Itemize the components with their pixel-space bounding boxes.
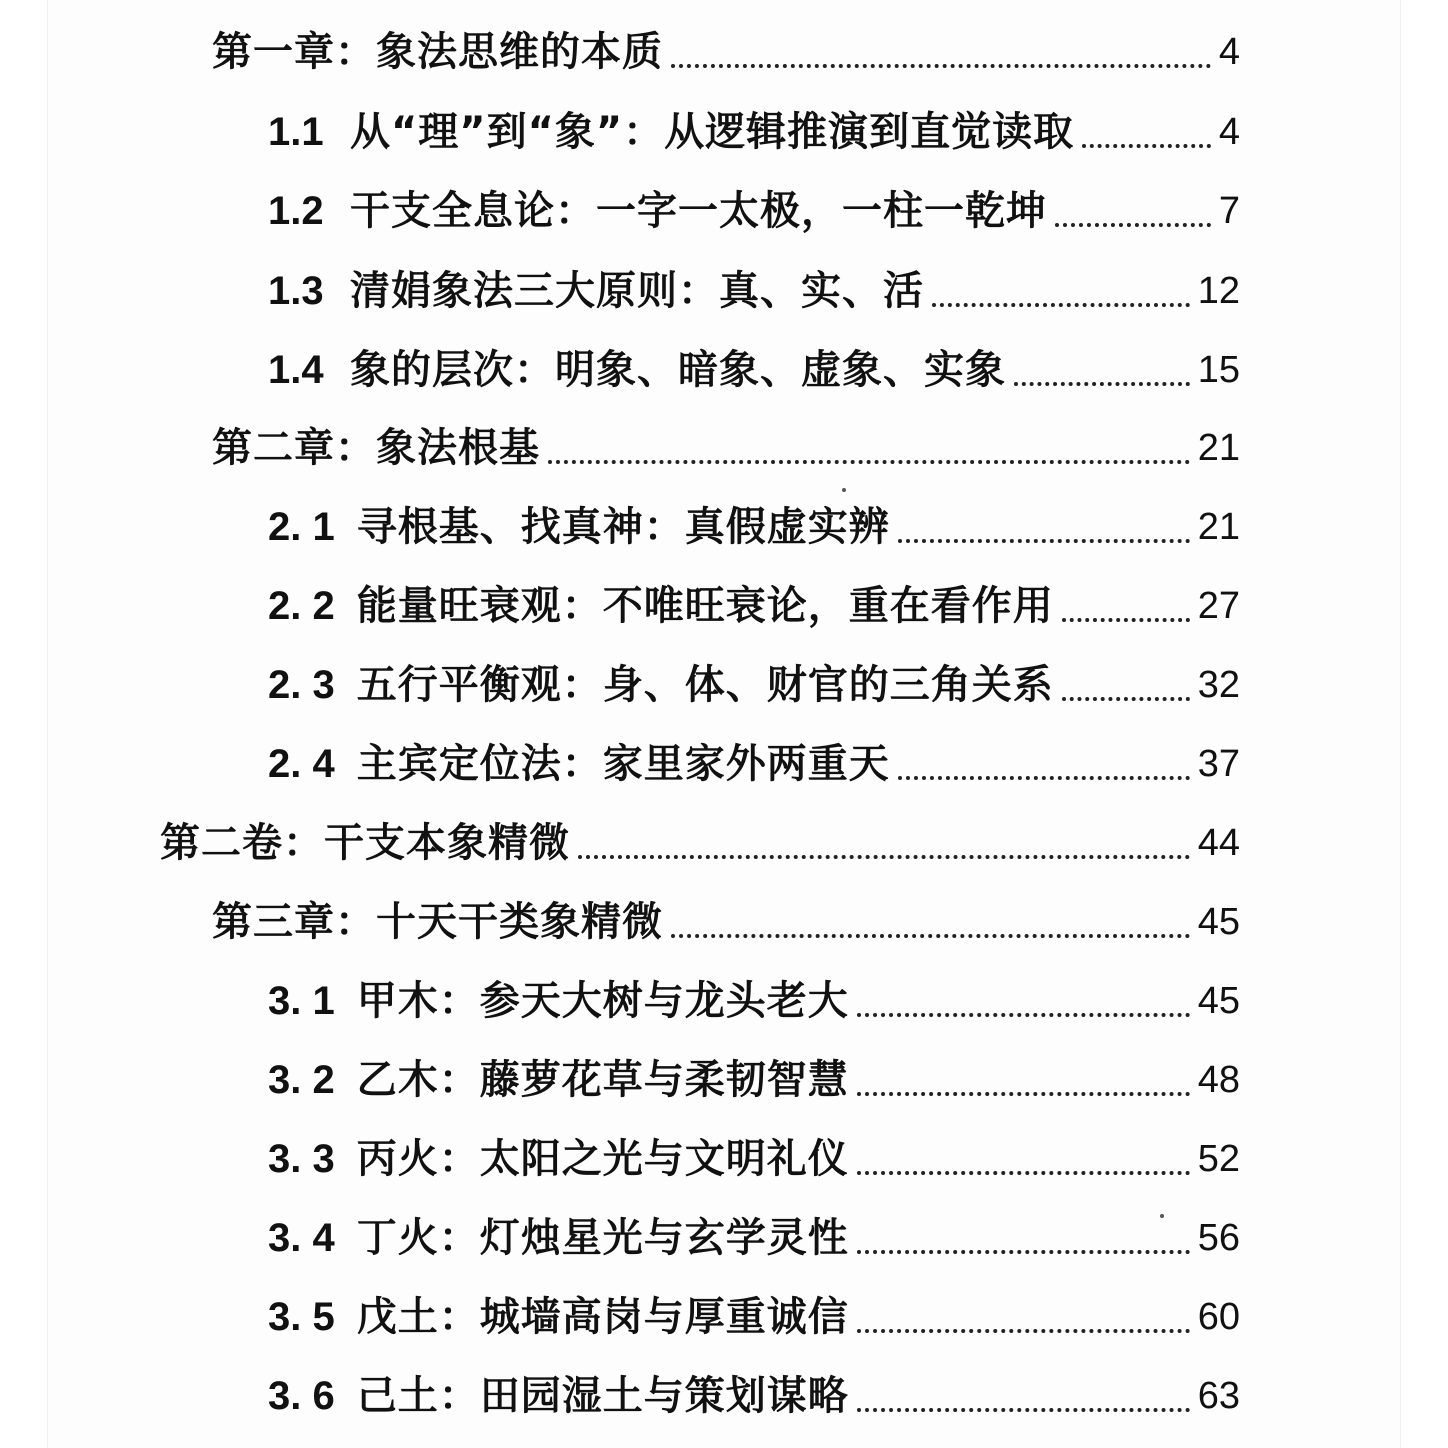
dot-leader — [857, 1329, 1190, 1333]
scan-speck — [1160, 1214, 1164, 1218]
toc-entry-number: 3. 6 — [268, 1374, 335, 1418]
toc-entry-page: 45 — [1197, 980, 1240, 1022]
toc-entry-chapter-3[interactable] — [212, 892, 1240, 952]
toc-entry-number: 1.1 — [268, 110, 324, 154]
dot-leader — [857, 1408, 1190, 1412]
toc-entry-title: 干支全息论：一字一太极，一柱一乾坤 — [350, 188, 1047, 234]
dot-leader — [898, 776, 1190, 780]
dot-leader — [1055, 223, 1211, 227]
toc-entry-section-2-4[interactable] — [268, 734, 1240, 794]
dot-leader — [1082, 144, 1211, 148]
toc-entry-section-2-3[interactable] — [268, 655, 1240, 715]
toc-entry-page: 63 — [1197, 1375, 1240, 1417]
toc-entry-page: 27 — [1197, 585, 1240, 627]
toc-entry-title: 丁火：灯烛星光与玄学灵性 — [356, 1215, 849, 1261]
toc-entry-number: 2. 1 — [268, 505, 335, 549]
toc-entry-section-2-1[interactable] — [268, 497, 1240, 557]
toc-entry-chapter-2[interactable] — [212, 418, 1240, 478]
toc-entry-page: 15 — [1197, 349, 1240, 391]
toc-entry-page: 45 — [1197, 901, 1240, 943]
toc-entry-page: 21 — [1197, 427, 1240, 469]
dot-leader — [857, 1092, 1190, 1096]
toc-entry-title: 第二章：象法根基 — [212, 425, 540, 471]
dot-leader — [932, 303, 1190, 307]
toc-entry-title: 寻根基、找真神：真假虚实辨 — [356, 504, 890, 550]
toc-entry-title: 第一章：象法思维的本质 — [212, 29, 663, 75]
toc-entry-section-3-4[interactable] — [268, 1208, 1240, 1268]
toc-entry-section-3-3[interactable] — [268, 1129, 1240, 1189]
toc-entry-chapter-1[interactable] — [212, 22, 1240, 82]
dot-leader — [578, 855, 1190, 859]
toc-entry-number: 3. 4 — [268, 1216, 335, 1260]
toc-entry-number: 3. 3 — [268, 1137, 335, 1181]
toc-entry-section-1-3[interactable] — [268, 261, 1240, 321]
dot-leader — [671, 64, 1211, 68]
toc-entry-section-2-2[interactable] — [268, 576, 1240, 636]
toc-entry-volume-2[interactable] — [160, 813, 1240, 873]
toc-entry-section-3-2[interactable] — [268, 1050, 1240, 1110]
dot-leader — [857, 1250, 1190, 1254]
toc-entry-title: 乙木：藤萝花草与柔韧智慧 — [356, 1057, 849, 1103]
toc-entry-section-3-6[interactable] — [268, 1366, 1240, 1426]
toc-entry-page: 56 — [1197, 1217, 1240, 1259]
toc-entry-section-3-5[interactable] — [268, 1287, 1240, 1347]
toc-entry-title: 主宾定位法：家里家外两重天 — [356, 741, 890, 787]
dot-leader — [1062, 618, 1190, 622]
toc-entry-section-1-2[interactable] — [268, 181, 1240, 241]
toc-entry-page: 32 — [1197, 664, 1240, 706]
dot-leader — [1062, 697, 1190, 701]
toc-entry-page: 48 — [1197, 1059, 1240, 1101]
toc-entry-page: 60 — [1197, 1296, 1240, 1338]
toc-entry-section-3-1[interactable] — [268, 971, 1240, 1031]
toc-entry-number: 3. 5 — [268, 1295, 335, 1339]
toc-entry-section-1-4[interactable] — [268, 340, 1240, 400]
dot-leader — [857, 1171, 1190, 1175]
toc-entry-title: 第三章：十天干类象精微 — [212, 899, 663, 945]
dot-leader — [548, 460, 1190, 464]
toc-entry-title: 己土：田园湿土与策划谋略 — [356, 1373, 849, 1419]
dot-leader — [857, 1013, 1190, 1017]
dot-leader — [898, 539, 1190, 543]
toc-entry-page: 4 — [1218, 111, 1240, 153]
toc-entry-title: 第二卷：干支本象精微 — [160, 820, 570, 866]
toc-entry-page: 7 — [1218, 190, 1240, 232]
toc-entry-title: 丙火：太阳之光与文明礼仪 — [356, 1136, 849, 1182]
toc-entry-page: 12 — [1197, 270, 1240, 312]
toc-entry-title: 戊土：城墙高岗与厚重诚信 — [356, 1294, 849, 1340]
scan-speck — [842, 488, 846, 492]
toc-entry-title: 能量旺衰观：不唯旺衰论，重在看作用 — [356, 583, 1054, 629]
toc-entry-number: 3. 2 — [268, 1058, 335, 1102]
toc-entry-number: 2. 3 — [268, 663, 335, 707]
toc-entry-number: 2. 4 — [268, 742, 335, 786]
toc-entry-title: 五行平衡观：身、体、财官的三角关系 — [356, 662, 1054, 708]
toc-entry-number: 3. 1 — [268, 979, 335, 1023]
toc-entry-number: 1.2 — [268, 189, 324, 233]
toc-entry-number: 2. 2 — [268, 584, 335, 628]
dot-leader — [671, 934, 1190, 938]
toc-entry-title: 象的层次：明象、暗象、虚象、实象 — [350, 347, 1006, 393]
toc-entry-page: 44 — [1197, 822, 1240, 864]
toc-entry-page: 37 — [1197, 743, 1240, 785]
toc-entry-section-1-1[interactable] — [268, 102, 1240, 162]
toc-entry-title: 清娟象法三大原则：真、实、活 — [350, 268, 924, 314]
toc-entry-number: 1.3 — [268, 269, 324, 313]
dot-leader — [1014, 382, 1190, 386]
toc-entry-page: 4 — [1218, 31, 1240, 73]
toc-entry-number: 1.4 — [268, 348, 324, 392]
toc-entry-title: 甲木：参天大树与龙头老大 — [356, 978, 849, 1024]
toc-entry-title: 从“理”到“象”：从逻辑推演到直觉读取 — [350, 109, 1075, 155]
toc-entry-page: 21 — [1197, 506, 1240, 548]
toc-entry-page: 52 — [1197, 1138, 1240, 1180]
